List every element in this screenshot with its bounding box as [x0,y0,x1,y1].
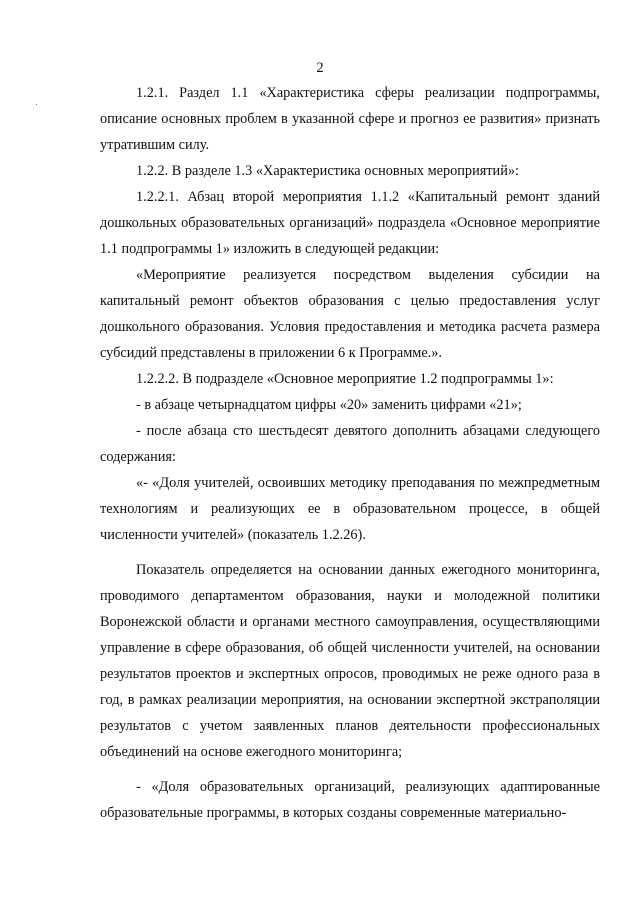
indicator-description: Показатель определяется на основании данных ежегодного мониторинга, проводимого департаментом образования, науки и молодежной политики Воронежской области и органами местного самоуправления, осуществляющими управление в сфере образования, об общей численности учителей, на основании результатов проектов и экспертных опросов, проводимых не реже одного раза в год, в рамках реализации мероприятия, на основании экспертной экстраполяции результатов с учетом заявленных планов деятельности профессиональных объединений на основе ежегодного мониторинга; [100,562,600,760]
quoted-indicator-next: - «Доля образовательных организаций, реализующих адаптированные образовательные программы, в которых созданы современные материально- [100,779,600,821]
quoted-paragraph: «Мероприятие реализуется посредством выделения субсидии на капитальный ремонт объектов образования с целью предоставления услуг дошкольного образования. Условия предоставления и методика расчета размера субсидий представлены в приложении 6 к Программе.». [100,267,600,361]
paragraph-1-2-2: 1.2.2. В разделе 1.3 «Характеристика основных мероприятий»: [136,163,519,179]
list-item-add-paragraphs: - после абзаца сто шестьдесят девятого дополнить абзацами следующего содержания: [100,423,600,465]
list-item-replace-figures: - в абзаце четырнадцатом цифры «20» заменить цифрами «21»; [136,397,522,413]
quoted-indicator-1-2-26: «- «Доля учителей, освоивших методику преподавания по межпредметным технологиям и реализующих ее в образовательном процессе, в общей численности учителей» (показатель 1.2.26). [100,475,600,543]
page-number: 2 [316,60,324,76]
paragraph-1-2-2-2: 1.2.2.2. В подразделе «Основное мероприятие 1.2 подпрограммы 1»: [136,371,554,387]
paragraph-1-2-1: 1.2.1. Раздел 1.1 «Характеристика сферы реализации подпрограммы, описание основных проблем в указанной сфере и прогноз ее развития» признать утратившим силу. [100,85,600,153]
document-body [100,80,600,826]
scan-mark [36,104,37,105]
paragraph-1-2-2-1: 1.2.2.1. Абзац второй мероприятия 1.1.2 «Капитальный ремонт зданий дошкольных образовательных организаций» подраздела «Основное мероприятие 1.1 подпрограммы 1» изложить в следующей редакции: [100,189,600,257]
